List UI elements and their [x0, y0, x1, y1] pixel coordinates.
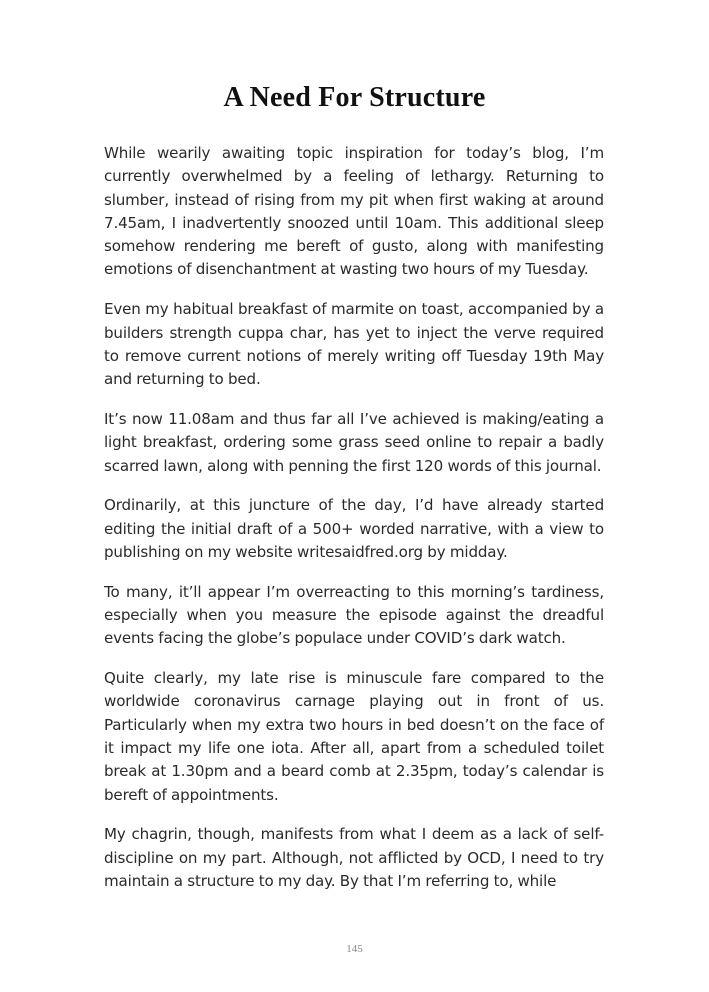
paragraph: My chagrin, though, manifests from what I deem as a lack of self-discipline on my part. Although, not afflicted by OCD, I need to try maintain a structure to my day. By that I’m referring to, while: [104, 825, 604, 891]
paragraph: While wearily awaiting topic inspiration for today’s blog, I’m currently overwhelmed by a feeling of lethargy. Returning to slumber, instead of rising from my pit when first waking at around 7.45am, I inadvertently snoozed until 10am. This additional sleep somehow rendering me bereft of gusto, along with manifesting emotions of disenchantment at wasting two hours of my Tuesday.: [104, 144, 604, 279]
body-text: [104, 142, 604, 910]
chapter-title: A Need For Structure: [223, 82, 486, 113]
paragraph: Quite clearly, my late rise is minuscule fare compared to the worldwide coronavirus carnage playing out in front of us. Particularly when my extra two hours in bed doesn’t on the face of it impact my life one iota. After all, apart from a scheduled toilet break at 1.30pm and a beard comb at 2.35pm, today’s calendar is bereft of appointments.: [104, 669, 604, 804]
page-number: 145: [346, 943, 363, 955]
paragraph: To many, it’ll appear I’m overreacting to this morning’s tardiness, especially when you measure the episode against the dreadful events facing the globe’s populace under COVID’s dark watch.: [104, 582, 604, 648]
paragraph: Even my habitual breakfast of marmite on toast, accompanied by a builders strength cuppa char, has yet to inject the verve required to remove current notions of merely writing off Tuesday 19th May and returning to bed.: [104, 300, 604, 389]
paragraph: Ordinarily, at this juncture of the day, I’d have already started editing the initial draft of a 500+ worded narrative, with a view to publishing on my website writesaidfred.org by midday.: [104, 496, 604, 561]
paragraph: It’s now 11.08am and thus far all I’ve achieved is making/eating a light breakfast, ordering some grass seed online to repair a badly scarred lawn, along with penning the first 120 words of this journal.: [104, 409, 604, 475]
